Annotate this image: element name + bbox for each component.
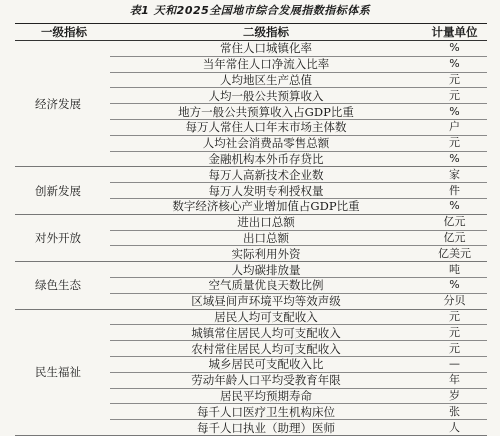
level2-indicator: 地方一般公共预算收入占GDP比重 [110,104,422,120]
level1-indicator: 对外开放 [15,214,110,261]
header-level2: 二级指标 [110,24,422,41]
level2-indicator: 人均社会消费品零售总额 [110,135,422,151]
level2-indicator: 居民人均可支配收入 [110,309,422,325]
unit-cell: 元 [422,325,487,341]
level2-indicator: 农村常住居民人均可支配收入 [110,341,422,357]
level1-indicator: 经济发展 [15,41,110,167]
level2-indicator: 数字经济核心产业增加值占GDP比重 [110,198,422,214]
level2-indicator: 常住人口城镇化率 [110,41,422,57]
header-level1: 一级指标 [15,24,110,41]
level2-indicator: 实际利用外资 [110,246,422,262]
table-row [15,214,487,230]
unit-cell: 岁 [422,388,487,404]
table-row [15,262,487,278]
level1-indicator: 民生福祉 [15,309,110,435]
unit-cell: 家 [422,167,487,183]
table-row [15,309,487,325]
level2-indicator: 城镇常住居民人均可支配收入 [110,325,422,341]
level2-indicator: 进出口总额 [110,214,422,230]
level2-indicator: 每万人常住人口年末市场主体数 [110,119,422,135]
unit-cell: 张 [422,404,487,420]
level2-indicator: 劳动年龄人口平均受教育年限 [110,372,422,388]
unit-cell: 吨 [422,262,487,278]
unit-cell: % [422,104,487,120]
table-row [15,41,487,57]
unit-cell: 元 [422,88,487,104]
unit-cell: % [422,277,487,293]
level2-indicator: 金融机构本外币存贷比 [110,151,422,167]
level2-indicator: 每千人口执业（助理）医师 [110,420,422,436]
unit-cell: % [422,41,487,57]
level2-indicator: 人均碳排放量 [110,262,422,278]
level2-indicator: 出口总额 [110,230,422,246]
level2-indicator: 区域昼间声环境平均等效声级 [110,293,422,309]
unit-cell: 元 [422,309,487,325]
unit-cell: % [422,56,487,72]
level1-indicator: 创新发展 [15,167,110,214]
indicator-table [15,23,487,436]
level2-indicator: 空气质量优良天数比例 [110,277,422,293]
unit-cell: 分贝 [422,293,487,309]
unit-cell: 元 [422,72,487,88]
level2-indicator: 每万人发明专利授权量 [110,183,422,199]
level2-indicator: 每万人高新技术企业数 [110,167,422,183]
unit-cell: — [422,356,487,372]
unit-cell: 年 [422,372,487,388]
unit-cell: % [422,151,487,167]
unit-cell: % [422,198,487,214]
unit-cell: 户 [422,119,487,135]
unit-cell: 亿元 [422,230,487,246]
unit-cell: 元 [422,341,487,357]
table-header [15,24,487,41]
unit-cell: 件 [422,183,487,199]
level2-indicator: 人均地区生产总值 [110,72,422,88]
level1-indicator: 绿色生态 [15,262,110,309]
header-unit: 计量单位 [422,24,487,41]
header-row [15,24,487,41]
unit-cell: 亿元 [422,214,487,230]
table-caption: 表1 天和2025全国地市综合发展指数指标体系 [129,4,371,17]
level2-indicator: 人均一般公共预算收入 [110,88,422,104]
table-row [15,167,487,183]
level2-indicator: 城乡居民可支配收入比 [110,356,422,372]
unit-cell: 亿美元 [422,246,487,262]
level2-indicator: 当年常住人口净流入比率 [110,56,422,72]
unit-cell: 人 [422,420,487,436]
level2-indicator: 每千人口医疗卫生机构床位 [110,404,422,420]
unit-cell: 元 [422,135,487,151]
level2-indicator: 居民平均预期寿命 [110,388,422,404]
table-body [15,41,487,436]
